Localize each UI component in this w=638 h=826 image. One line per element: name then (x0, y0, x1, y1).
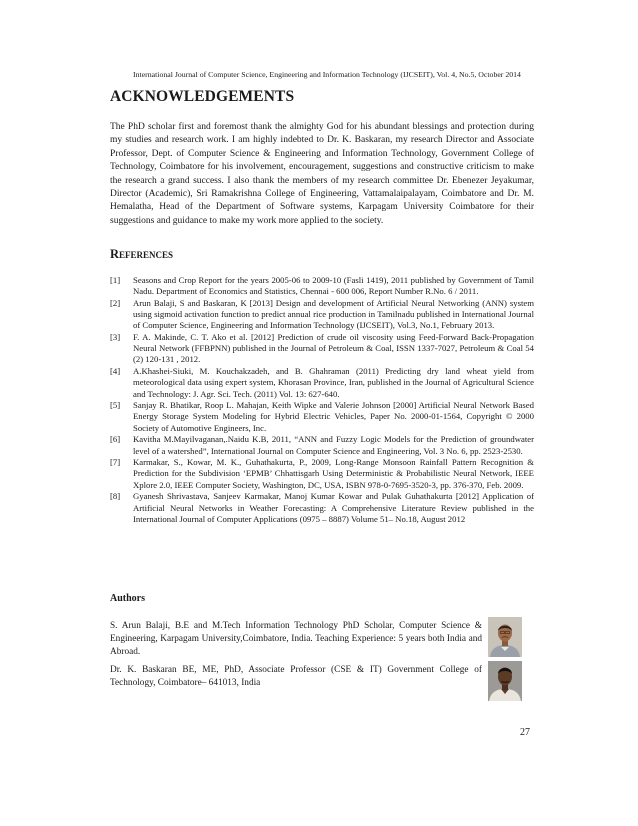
reference-text: F. A. Makinde, C. T. Ako et al. [2012] Prediction of crude oil viscosity using Feed-Forward Back-Propagation Neural Network (FFBPNN) published in the Journal of Petroleum & Coal, ISSN 1337-7027, Petroleum & Coal 54 (2) 120-131 , 2012. (133, 332, 534, 365)
page-number: 27 (520, 727, 530, 738)
reference-number: [2] (110, 297, 121, 308)
reference-text: Kavitha M.Mayilvaganan,.Naidu K.B, 2011, “ANN and Fuzzy Logic Models for the Prediction of groundwater level of a watershed”, International Journal on Computer Science and Engineering, Vol. 3 No. 6, pp. 2523-2530. (133, 434, 534, 456)
reference-number: [1] (110, 275, 121, 285)
reference-number: [3] (110, 332, 121, 343)
acknowledgements-heading: ACKNOWLEDGEMENTS (110, 88, 295, 105)
reference-item (110, 400, 534, 434)
author-portrait-icon (488, 661, 522, 701)
reference-list (110, 275, 534, 525)
reference-item (110, 275, 534, 297)
author-photo-1 (488, 617, 522, 657)
reference-number: [5] (110, 400, 121, 411)
author-portrait-icon (488, 617, 522, 657)
reference-item (110, 434, 534, 456)
reference-item (110, 491, 534, 525)
reference-number: [6] (110, 434, 121, 445)
reference-item (110, 298, 534, 332)
reference-item (110, 332, 534, 366)
reference-text: A.Khashei-Siuki, M. Kouchakzadeh, and B. Ghahraman (2011) Predicting dry land wheat yield from meteorological data using expert system, Khorasan Province, Iran, published in the Journal of Agricultural Science and Technology: J. Agr. Sci. Tech. (2011) Vol. 13: 627-640. (133, 366, 534, 399)
reference-item (110, 366, 534, 400)
author-photo-2 (488, 661, 522, 701)
acknowledgements-paragraph: The PhD scholar first and foremost thank the almighty God for his abundant blessings and protection during my studies and research work. I am highly indebted to Dr. K. Baskaran, my research Director and Associate Professor, Dept. of Computer Science & Engineering and Information Technology, Government College of Technology, Coimbatore for his involvement, encouragement, suggestions and constructive criticism to make the research a grand success. I also thank the members of my research committee Dr. Ebenezer Jeyakumar, Director (Academic), Sri Ramakrishna College of Engineering, Vattamalaipalayam, Coimbatore and Dr. M. Hemalatha, Head of the Department of Software systems, Karpagam University Coimbatore for their suggestions and guidance to make my work more applied to the society. (110, 122, 534, 226)
reference-number: [8] (110, 491, 121, 502)
reference-text: Gyanesh Shrivastava, Sanjeev Karmakar, Manoj Kumar Kowar and Pulak Guhathakurta [2012] Application of Artificial Neural Networks in Weather Forecasting: A Comprehensive Literature Review published in the International Journal of Computer Applications (0975 – 8887) Volume 51– No.18, August 2012 (133, 491, 534, 524)
reference-text: Karmakar, S., Kowar, M. K., Guhathakurta, P., 2009, Long-Range Monsoon Rainfall Pattern Recognition & Prediction for the Subdivision ‘EPMB’ Chhattisgarh Using Deterministic & Probabilistic Neural Network, IEEE Xplore 2.0, IEEE Computer Society, Washington, DC, USA, ISBN 978-0-7695-3520-3, pp. 376-370, Feb. 2009. (133, 457, 534, 490)
reference-text: Arun Balaji, S and Baskaran, K [2013] Design and development of Artificial Neural Networking (ANN) system using sigmoid activation function to predict annual rice production in Tamilnadu published in International Journal of Computer Science, Engineering and Information Technology (IJCSEIT), Vol.3, No.1, February 2013. (133, 297, 534, 331)
reference-number: [7] (110, 457, 121, 468)
reference-item (110, 457, 534, 491)
running-header: International Journal of Computer Science, Engineering and Information Technology (IJCSEIT), Vol. 4, No.5, October 2014 (133, 70, 521, 79)
reference-text: Seasons and Crop Report for the years 2005-06 to 2009-10 (Fasli 1419), 2011 published by Government of Tamil Nadu. Department of Economics and Statistics, Chennai - 600 006, Report Number R.No. 6 / 2011. (133, 275, 534, 297)
references-heading: References (110, 247, 174, 261)
reference-text: Sanjay R. Bhatikar, Roop L. Mahajan, Keith Wipke and Valerie Johnson [2000] Artificial Neural Network Based Energy Storage System Modeling for Hybrid Electric Vehicles, Paper No. 2000-01-1564, Copyright © 2000 Society of Automotive Engineers, Inc. (133, 400, 534, 433)
authors-heading: Authors (110, 593, 146, 604)
author-bio-2: Dr. K. Baskaran BE, ME, PhD, Associate Professor (CSE & IT) Government College of Technology, Coimbatore– 641013, India (110, 665, 482, 688)
author-bio-1: S. Arun Balaji, B.E and M.Tech Information Technology PhD Scholar, Computer Science & Engineering, Karpagam University,Coimbatore, India. Teaching Experience: 5 years both India and Abroad. (110, 621, 482, 657)
reference-number: [4] (110, 366, 121, 377)
